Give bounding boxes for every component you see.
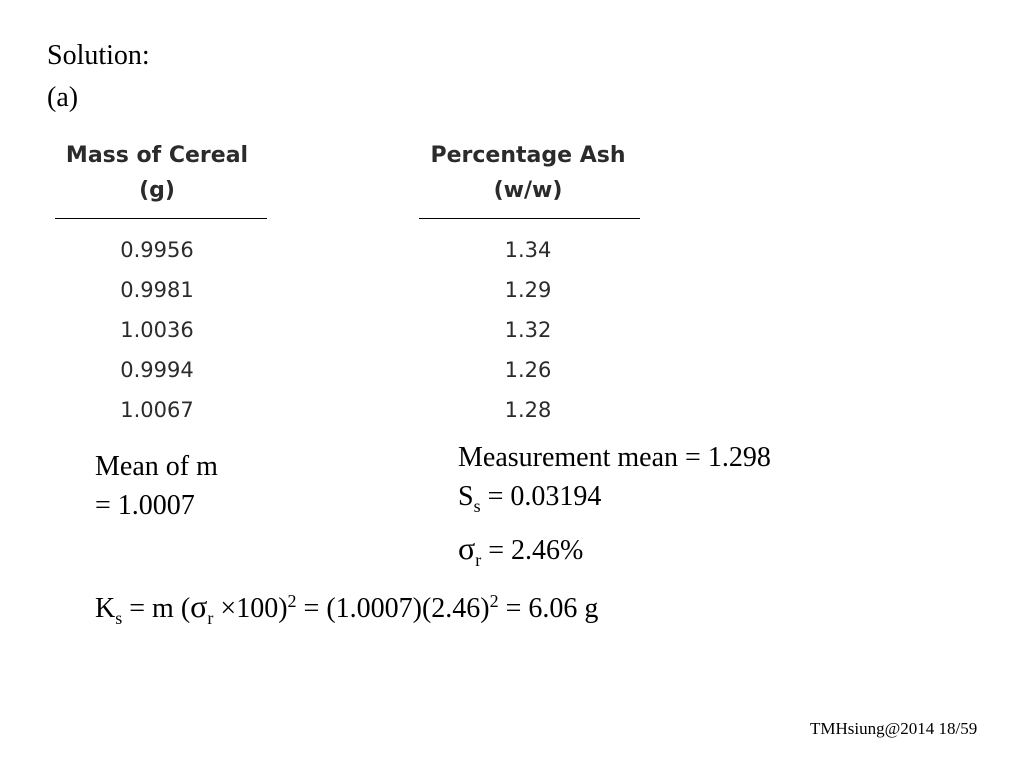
ash-header-line2: (w/w) (493, 178, 563, 203)
formula-part4: = 6.06 g (498, 593, 599, 624)
mean-of-m-value: = 1.0007 (95, 490, 195, 521)
mean-of-m-label: Mean of m (95, 451, 218, 482)
ash-cell: 1.32 (504, 318, 552, 342)
formula-sigma: σ (190, 588, 208, 624)
mass-cell: 1.0067 (120, 398, 194, 422)
ash-header-line1: Percentage Ash (430, 143, 626, 168)
mass-header-line1: Mass of Cereal (65, 143, 249, 168)
measurement-mean: Measurement mean = 1.298 (458, 442, 771, 473)
ash-cell: 1.34 (504, 238, 552, 262)
mass-column-header (42, 138, 272, 208)
sr-subscript: r (475, 550, 482, 570)
ks-subscript: s (115, 608, 123, 628)
formula-part2: ×100) (213, 593, 288, 624)
mass-column (42, 230, 272, 430)
formula-part1: = m ( (122, 593, 191, 624)
ash-column-header (413, 138, 643, 208)
formula-exponent-1: 2 (287, 591, 297, 611)
solution-heading: Solution: (47, 40, 150, 71)
relative-sd-line (458, 530, 584, 570)
sigma-symbol: σ (458, 530, 476, 566)
standard-deviation-line (458, 481, 602, 516)
mass-header-line2: (g) (139, 178, 175, 203)
formula-exponent-2: 2 (489, 591, 499, 611)
ss-symbol: S (458, 481, 474, 512)
sr-value: = 2.46% (481, 535, 584, 566)
ss-value: = 0.03194 (480, 481, 602, 512)
mass-cell: 0.9956 (120, 238, 194, 262)
ash-cell: 1.29 (504, 278, 552, 302)
mass-cell: 1.0036 (120, 318, 194, 342)
ss-subscript: s (473, 496, 481, 516)
ash-column (413, 230, 643, 430)
ash-cell: 1.28 (504, 398, 552, 422)
formula-part3: = (1.0007)(2.46) (296, 593, 490, 624)
ks-symbol: K (95, 593, 116, 624)
mass-header-rule (55, 218, 267, 219)
mass-cell: 0.9994 (120, 358, 194, 382)
mass-cell: 0.9981 (120, 278, 194, 302)
ks-formula (95, 588, 599, 628)
ash-cell: 1.26 (504, 358, 552, 382)
slide-footer: TMHsiung@2014 18/59 (810, 719, 978, 738)
part-label: (a) (47, 82, 79, 113)
ash-header-rule (419, 218, 640, 219)
formula-sigma-subscript: r (207, 608, 214, 628)
